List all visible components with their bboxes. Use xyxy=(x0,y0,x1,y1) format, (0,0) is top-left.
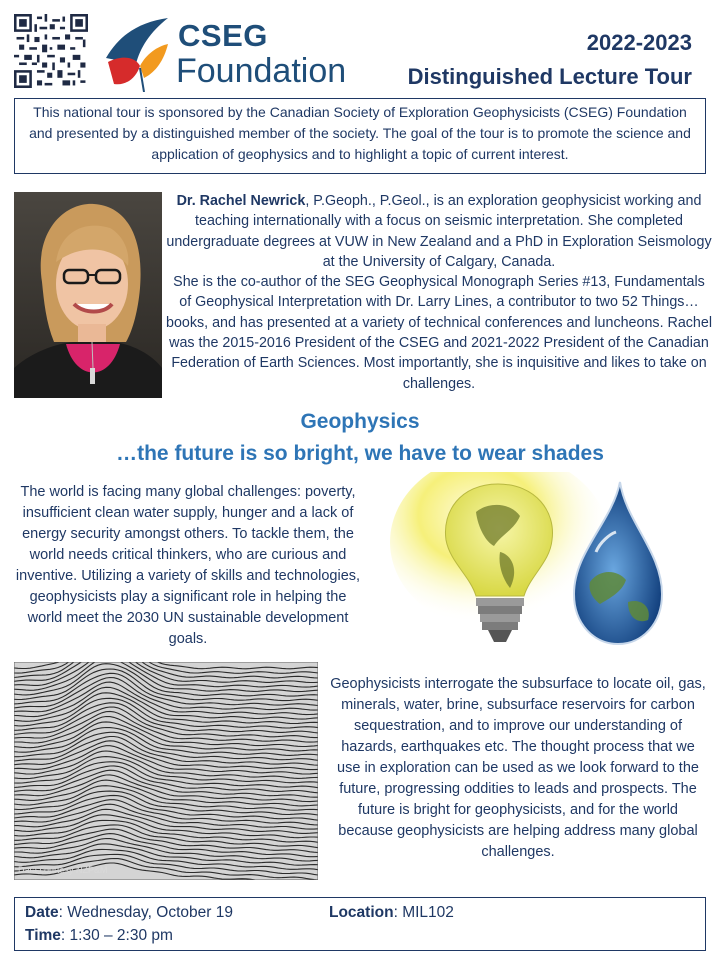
speaker-portrait xyxy=(14,192,162,398)
talk-abstract-part1: The world is facing many global challenges: poverty, insufficient clean water supply, hunger and a lack of energy security amongst others. To tackle them, the world needs critical thinkers, who are curious and inventive. Utilizing a variety of skills and technologies, geophysicists play a significant role in helping the world meet the 2030 UN sustainable development goals. xyxy=(15,484,361,647)
speaker-name: Dr. Rachel Newrick xyxy=(176,193,306,209)
lightbulb-earth-illustration xyxy=(390,472,680,658)
date-label: Date xyxy=(25,904,59,921)
talk-abstract-part2: Geophysicists interrogate the subsurface to locate oil, gas, minerals, water, brine, subsurface reservoirs for carbon sequestration, and to improve our understanding of hazards, earthquakes etc. The thought process that we use in exploration can be used as we look forward to the future, progressing oddities to leads and prospects. The future is bright for geophysicists, and for the world because geophysicists are helping address many global challenges. xyxy=(330,676,706,860)
speaker-bio xyxy=(166,191,712,394)
event-date xyxy=(25,904,233,922)
tour-year: 2022-2023 xyxy=(586,30,692,55)
talk-title-line1: Geophysics xyxy=(300,410,420,433)
seismic-section-image xyxy=(14,662,318,880)
speaker-bio-part1: , P.Geoph., P.Geol., is an exploration geophysicist working and teaching internationally with a focus on seismic interpretation. She completed undergraduate degrees at VUW in New Zealand and a PhD in Exploration Seismology at the University of Calgary, Canada. xyxy=(166,193,712,270)
speaker-bio-part2: She is the co-author of the SEG Geophysical Monograph Series #13, Fundamentals of Geophysical Interpretation with Dr. Larry Lines, a contributor to two 52 Things… books, and has presented at a variety of technical conferences and luncheons. Rachel was the 2015-2016 President of the CSEG and 2021-2022 President of the Canadian Federation of Earth Sciences. Most importantly, she is inquisitive and likes to take on challenges. xyxy=(166,274,713,392)
time-value: : 1:30 – 2:30 pm xyxy=(60,927,173,944)
event-location xyxy=(329,904,454,922)
tour-title: Distinguished Lecture Tour xyxy=(407,64,692,89)
location-label: Location xyxy=(329,904,394,921)
image-credit: Data courtesy NZP&M xyxy=(18,865,108,875)
event-details-box xyxy=(14,897,706,951)
event-time xyxy=(25,927,173,945)
cseg-logo-icon xyxy=(100,14,170,92)
date-value: : Wednesday, October 19 xyxy=(58,904,233,921)
intro-box xyxy=(14,98,706,174)
logo-foundation-text: Foundation xyxy=(176,52,347,90)
logo-cseg-text: CSEG xyxy=(178,18,268,53)
qr-code xyxy=(14,14,88,88)
location-value: : MIL102 xyxy=(393,904,454,921)
intro-text: This national tour is sponsored by the Canadian Society of Exploration Geophysicists (CSEG) Foundation and presented by a distinguished member of the society. The goal of the tour is to promote the science and application of geophysics and to highlight a topic of current interest. xyxy=(29,104,691,162)
talk-title-line2: …the future is so bright, we have to wear shades xyxy=(116,442,604,465)
time-label: Time xyxy=(25,927,61,944)
